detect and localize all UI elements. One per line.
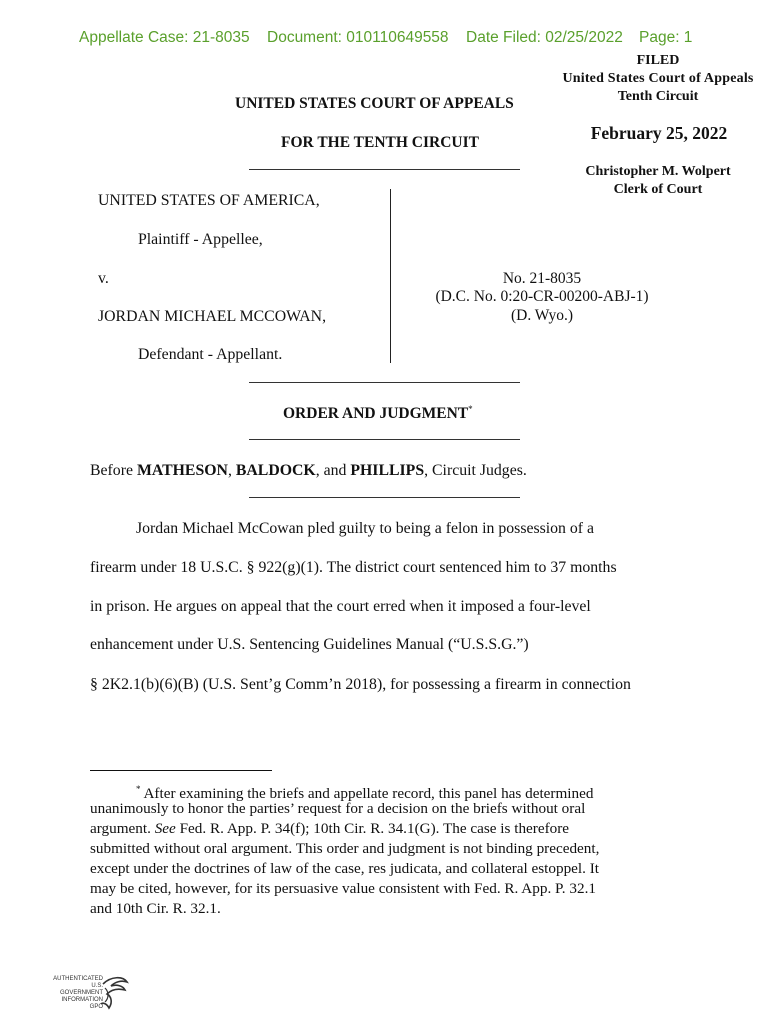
page-number: Page: 1: [639, 29, 693, 46]
gpo-authentication-seal: [45, 974, 129, 1016]
divider: [249, 382, 520, 383]
footnote-line: [90, 820, 569, 838]
defendant-role: Defendant - Appellant.: [138, 346, 283, 363]
body-line: in prison. He argues on appeal that the court erred when it imposed a four-level: [90, 598, 591, 615]
district-court: (D. Wyo.): [510, 307, 574, 324]
divider: [249, 439, 520, 440]
footnote-line: unanimously to honor the parties’ request for a decision on the briefs without oral: [90, 800, 586, 817]
judge-matheson: MATHESON: [136, 462, 228, 479]
see-signal: See: [154, 820, 176, 837]
panel-separator: ,: [227, 462, 236, 479]
footnote-line-text: Fed. R. App. P. 34(f); 10th Cir. R. 34.1(G). The case is therefore: [175, 820, 570, 837]
body-line: Jordan Michael McCowan pled guilty to being a felon in possession of a: [136, 520, 595, 537]
footnote-line: may be cited, however, for its persuasive value consistent with Fed. R. App. P. 32.1: [90, 880, 596, 897]
district-case-no: (D.C. No. 0:20-CR-00200-ABJ-1): [435, 288, 649, 305]
divider: [249, 497, 520, 498]
seal-text: GPO: [89, 1004, 103, 1010]
filed-date: February 25, 2022: [590, 123, 728, 143]
body-line: enhancement under U.S. Sentencing Guidelines Manual (“U.S.S.G.”): [90, 636, 529, 653]
plaintiff-role: Plaintiff - Appellee,: [138, 231, 263, 248]
footnote-line: except under the doctrines of law of the case, res judicata, and collateral estoppel. It: [90, 860, 599, 877]
court-title: UNITED STATES COURT OF APPEALS: [235, 95, 514, 112]
case-number: Appellate Case: 21-8035: [79, 29, 250, 46]
filed-label: FILED: [636, 53, 680, 68]
footnote-rule: [90, 770, 272, 771]
judge-phillips: PHILLIPS: [350, 462, 425, 479]
body-line: § 2K2.1(b)(6)(B) (U.S. Sent’g Comm’n 2018), for possessing a firearm in connection: [90, 676, 631, 693]
order-footnote-mark: *: [468, 404, 473, 414]
defendant-name: JORDAN MICHAEL MCCOWAN,: [98, 308, 327, 325]
panel-suffix: , Circuit Judges.: [424, 462, 527, 479]
footnote-line-text: argument.: [90, 820, 155, 837]
filed-court: United States Court of Appeals: [562, 71, 754, 86]
clerk-name: Christopher M. Wolpert: [585, 164, 731, 179]
filed-circuit: Tenth Circuit: [617, 89, 699, 104]
seal-text: U.S. GOVERNMENT: [59, 983, 103, 996]
plaintiff-name: UNITED STATES OF AMERICA,: [98, 192, 320, 209]
order-title: [283, 404, 473, 423]
versus: v.: [98, 270, 109, 287]
circuit-title: FOR THE TENTH CIRCUIT: [281, 134, 479, 151]
panel-prefix: Before: [90, 462, 137, 479]
order-title-text: ORDER AND JUDGMENT: [283, 405, 469, 423]
divider: [249, 169, 520, 170]
document-number: Document: 010110649558: [267, 29, 449, 46]
footnote-line-text: After examining the briefs and appellate record, this panel has determined: [140, 785, 594, 803]
body-line: firearm under 18 U.S.C. § 922(g)(1). The district court sentenced him to 37 months: [90, 559, 617, 576]
judge-baldock: BALDOCK: [235, 462, 316, 479]
date-filed: Date Filed: 02/25/2022: [466, 29, 623, 46]
caption-vertical-rule: [390, 189, 391, 363]
clerk-title: Clerk of Court: [613, 182, 703, 197]
case-no: No. 21-8035: [502, 270, 582, 287]
panel-line: [90, 462, 527, 480]
footnote-line: submitted without oral argument. This order and judgment is not binding precedent,: [90, 840, 600, 857]
panel-separator: , and: [315, 462, 351, 479]
seal-text: AUTHENTICATED: [53, 976, 103, 982]
footnote-mark: *: [136, 784, 141, 794]
footnote-line: and 10th Cir. R. 32.1.: [90, 900, 221, 917]
seal-text: INFORMATION: [61, 997, 103, 1003]
